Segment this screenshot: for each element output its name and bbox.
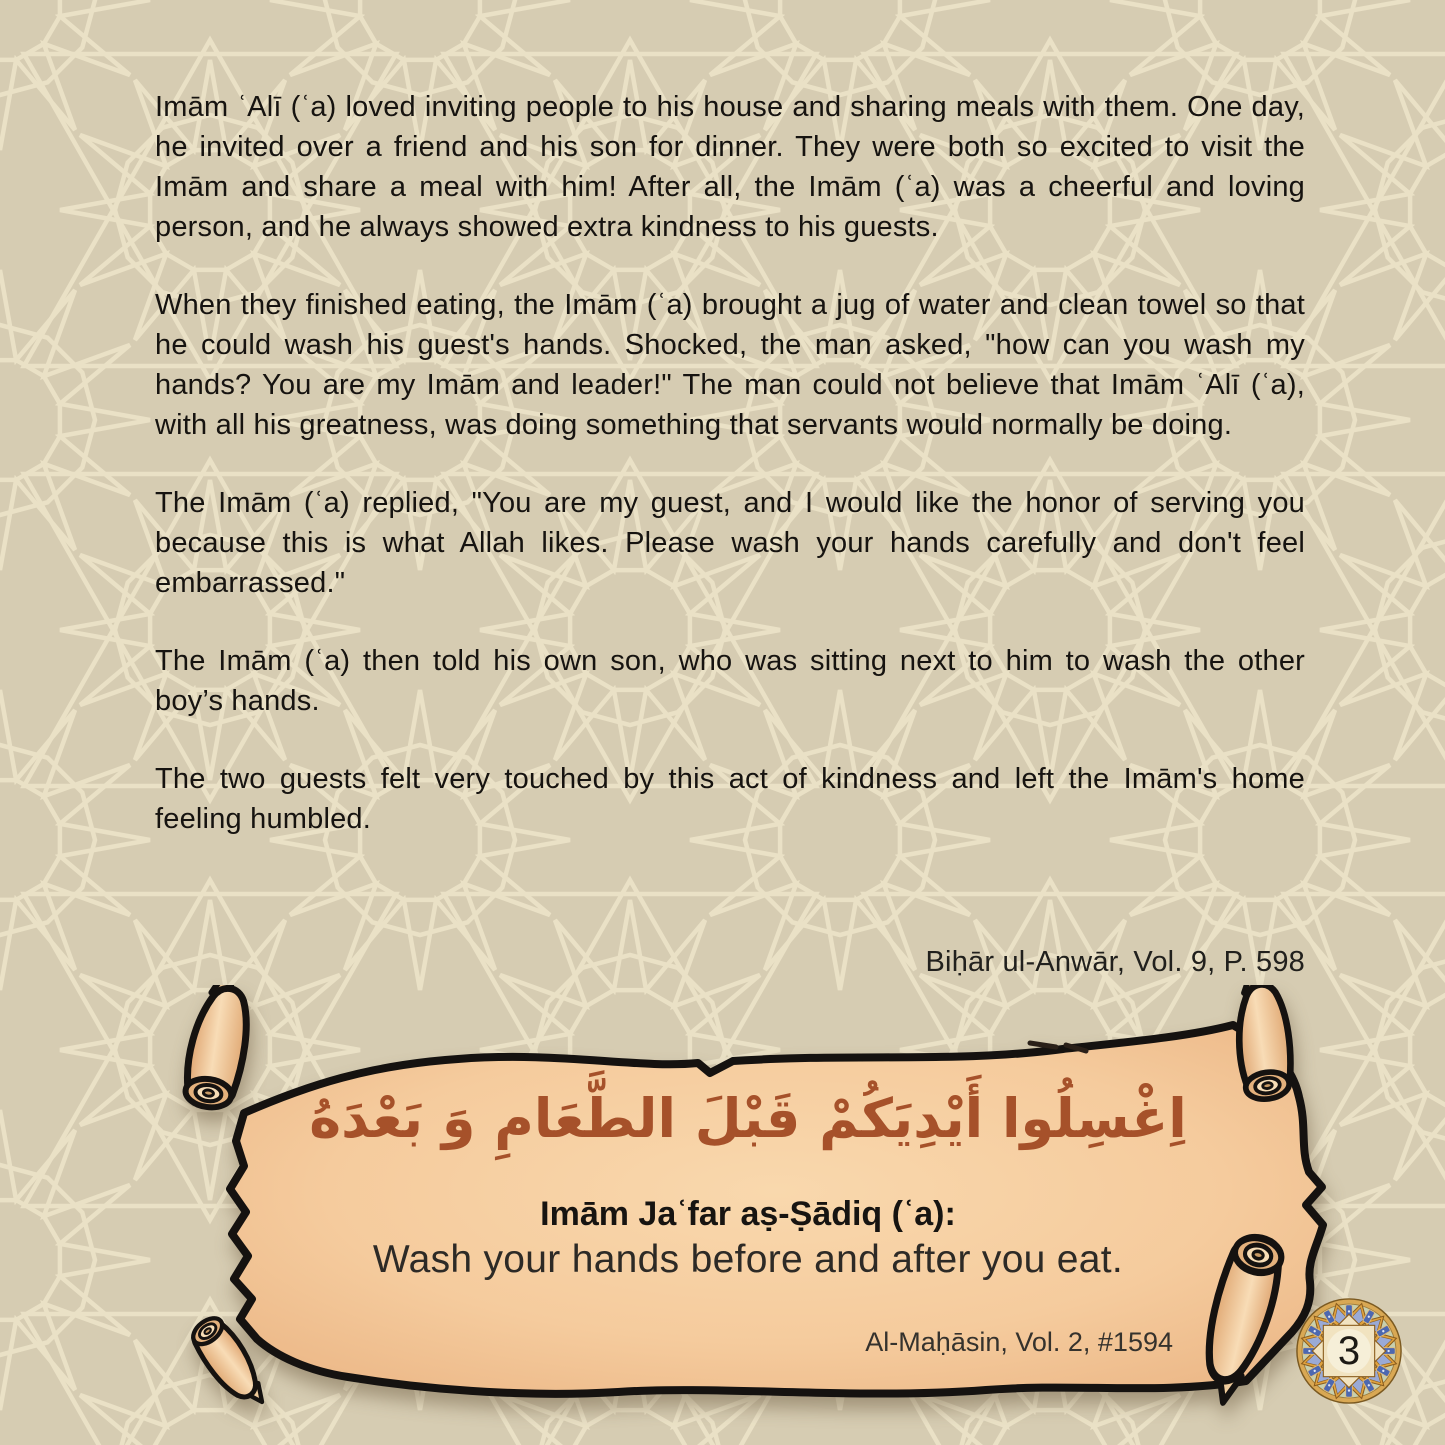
story-text-block [155,87,1305,877]
story-source-citation: Biḥār ul-Anwār, Vol. 9, P. 598 [925,946,1305,978]
arabic-hadith-text: اِغْسِلُوا أَيْدِيَكُمْ قَبْلَ الطَّعَامِ وَ بَعْدَهُ [309,1087,1187,1150]
story-paragraph: The Imām (ʿa) then told his own son, who was sitting next to him to wash the other boy’s hands. [155,645,1305,717]
scroll-text-block [268,985,1228,1415]
hadith-scroll [158,985,1408,1415]
story-paragraph: The Imām (ʿa) replied, "You are my guest, and I would like the honor of serving you because this is what Allah likes. Please wash your hands carefully and don't feel embarrassed." [155,487,1305,599]
hadith-attribution: Imām Jaʿfar aṣ-Ṣādiq (ʿa): [540,1195,956,1233]
hadith-source-citation: Al-Maḥāsin, Vol. 2, #1594 [865,1327,1173,1357]
scroll-curl-top-left [183,985,255,1111]
page-number: 3 [1337,1328,1361,1373]
page-number-medallion [1294,1296,1404,1406]
story-paragraph: Imām ʿAlī (ʿa) loved inviting people to his house and sharing meals with them. One day, he invited over a friend and his son for dinner. They were both so excited to visit the Imām and share a meal with him! After all, the Imām (ʿa) was a cheerful and loving person, and he always showed extra kindness to his guests. [155,91,1305,243]
hadith-translation: Wash your hands before and after you eat. [372,1238,1124,1281]
story-paragraph: The two guests felt very touched by this act of kindness and left the Imām's home feeling humbled. [155,763,1305,835]
story-paragraph: When they finished eating, the Imām (ʿa) brought a jug of water and clean towel so that he could wash his guest's hands. Shocked, the man asked, "how can you wash my hands? You are my Imām and leader!" The man could not believe that Imām ʿAlī (ʿa), with all his greatness, was doing something that servants would normally be doing. [155,289,1305,441]
